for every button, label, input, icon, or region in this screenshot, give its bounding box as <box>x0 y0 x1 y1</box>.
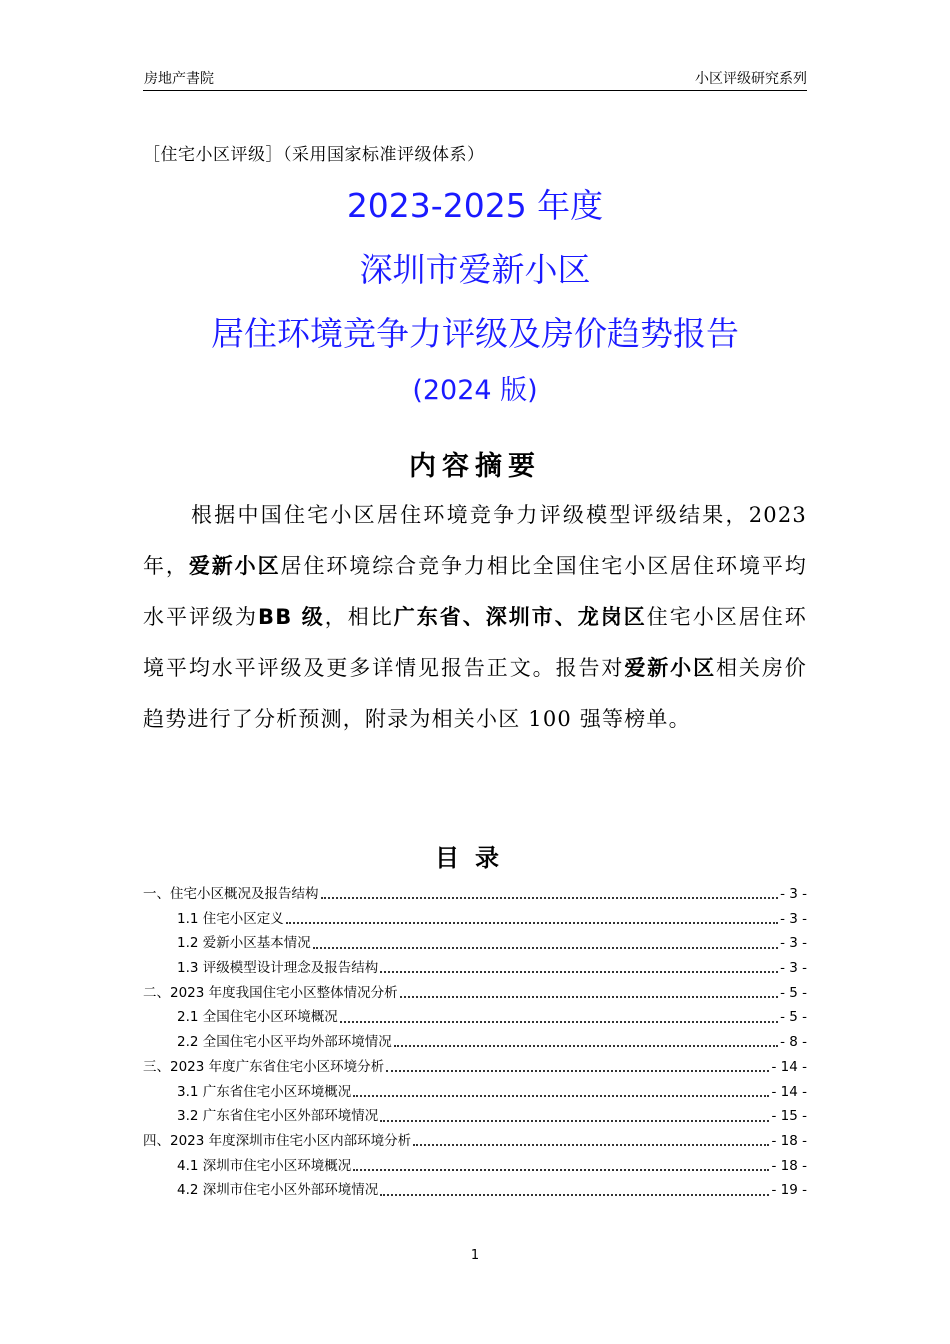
toc-entry-label: 四、2023 年度深圳市住宅小区内部环境分析 <box>143 1132 412 1149</box>
toc-entry-page: - 14 - <box>771 1058 807 1075</box>
toc-entry[interactable] <box>143 981 807 1006</box>
header-series: 小区评级研究系列 <box>695 71 807 87</box>
toc-entry-label: 三、2023 年度广东省住宅小区环境分析 <box>143 1058 385 1075</box>
toc-entry-label: 二、2023 年度我国住宅小区整体情况分析 <box>143 984 398 1001</box>
table-of-contents <box>143 882 807 1203</box>
toc-leader-dots <box>353 1169 769 1171</box>
toc-leader-dots <box>321 897 779 899</box>
abstract-bold-community: 爱新小区 <box>188 554 281 578</box>
toc-leader-dots <box>353 1095 769 1097</box>
toc-entry[interactable] <box>143 1005 807 1030</box>
toc-entry-label: 3.2 广东省住宅小区外部环境情况 <box>177 1108 379 1125</box>
toc-entry-page: - 3 - <box>780 935 807 952</box>
page-header <box>143 66 807 91</box>
toc-entry[interactable] <box>143 907 807 932</box>
toc-leader-dots <box>386 1070 769 1072</box>
toc-leader-dots <box>380 971 778 973</box>
toc-entry[interactable] <box>143 1030 807 1055</box>
toc-entry-label: 一、住宅小区概况及报告结构 <box>143 886 319 902</box>
toc-entry-page: - 8 - <box>780 1034 807 1051</box>
toc-leader-dots <box>380 1120 769 1122</box>
report-tagline: ［住宅小区评级］（采用国家标准评级体系） <box>143 145 485 165</box>
toc-entry[interactable] <box>143 931 807 956</box>
toc-entry-page: - 19 - <box>771 1182 807 1199</box>
toc-entry-page: - 5 - <box>780 984 807 1001</box>
toc-entry[interactable] <box>143 1178 807 1203</box>
toc-leader-dots <box>380 1194 769 1196</box>
toc-entry-page: - 18 - <box>771 1132 807 1149</box>
toc-entry-page: - 18 - <box>771 1157 807 1174</box>
toc-entry-label: 4.1 深圳市住宅小区环境概况 <box>177 1157 352 1174</box>
abstract-bold-community-2: 爱新小区 <box>624 656 717 680</box>
toc-entry[interactable] <box>143 956 807 981</box>
toc-entry-page: - 3 - <box>780 910 807 927</box>
title-year-range: 2023-2025 年度 <box>346 186 604 225</box>
toc-leader-dots <box>413 1144 769 1146</box>
title-report-name: 居住环境竞争力评级及房价趋势报告 <box>211 314 739 353</box>
toc-entry-label: 1.2 爱新小区基本情况 <box>177 935 311 952</box>
toc-leader-dots <box>286 922 778 924</box>
toc-entry-label: 2.2 全国住宅小区平均外部环境情况 <box>177 1034 392 1051</box>
toc-entry-page: - 15 - <box>771 1108 807 1125</box>
abstract-paragraph <box>143 490 807 745</box>
title-community: 深圳市爱新小区 <box>359 250 591 289</box>
toc-entry-page: - 14 - <box>771 1083 807 1100</box>
header-publisher: 房地产書院 <box>144 71 214 87</box>
abstract-text-1: 根据中国住宅小区居住环境竞争力评级模型评级结果，2023 年， <box>143 503 807 578</box>
abstract-bold-regions: 广东省、深圳市、龙岗区 <box>393 605 647 629</box>
toc-heading: 目录 <box>435 844 515 872</box>
toc-leader-dots <box>394 1045 778 1047</box>
toc-leader-dots <box>400 996 778 998</box>
toc-entry-page: - 5 - <box>780 1009 807 1026</box>
page-number: 1 <box>470 1248 480 1263</box>
toc-entry-label: 1.3 评级模型设计理念及报告结构 <box>177 960 379 977</box>
toc-entry[interactable] <box>143 1154 807 1179</box>
toc-entry-label: 2.1 全国住宅小区环境概况 <box>177 1009 338 1026</box>
toc-entry-label: 4.2 深圳市住宅小区外部环境情况 <box>177 1182 379 1199</box>
title-edition: (2024 版) <box>412 375 538 406</box>
toc-leader-dots <box>340 1021 778 1023</box>
abstract-heading: 内容摘要 <box>409 451 541 482</box>
abstract-bold-grade: BB 级 <box>258 605 325 629</box>
abstract-text-3: ，相比 <box>324 605 394 629</box>
abstract-text-4: 住宅小区居住环境平均水平评级及更多详情见报告正文。报告对 <box>143 605 808 680</box>
toc-entry[interactable] <box>143 1080 807 1105</box>
toc-leader-dots <box>313 947 778 949</box>
abstract-text-5: 相关房价趋势进行了分析预测，附录为相关小区 100 强等榜单。 <box>143 656 807 731</box>
toc-entry[interactable] <box>143 882 807 907</box>
toc-entry-page: - 3 - <box>780 886 807 902</box>
toc-entry[interactable] <box>143 1104 807 1129</box>
toc-entry-label: 1.1 住宅小区定义 <box>177 910 284 927</box>
toc-entry-label: 3.1 广东省住宅小区环境概况 <box>177 1083 352 1100</box>
toc-entry-page: - 3 - <box>780 960 807 977</box>
toc-entry[interactable] <box>143 1055 807 1080</box>
abstract-text-2: 居住环境综合竞争力相比全国住宅小区居住环境平均水平评级为 <box>143 554 807 629</box>
toc-entry[interactable] <box>143 1129 807 1154</box>
